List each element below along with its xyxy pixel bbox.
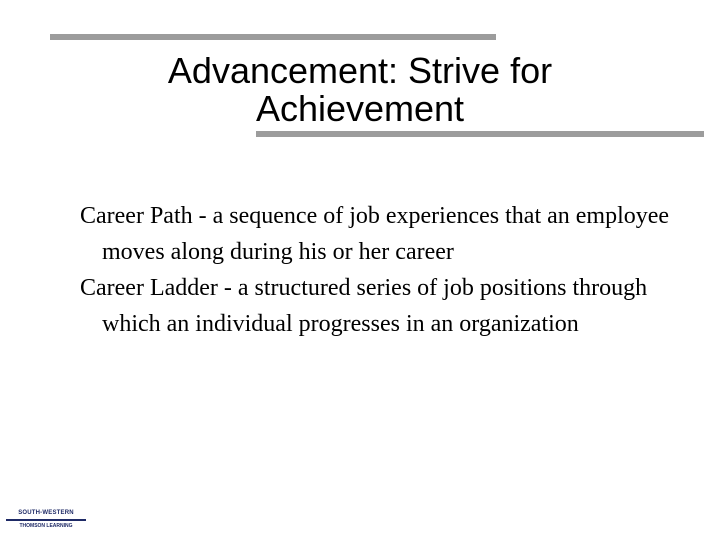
definition-career-ladder [80, 270, 680, 342]
definition-career-path [80, 198, 680, 270]
definition-term: Career Path [80, 203, 193, 229]
logo-bottom-text: THOMSON LEARNING [19, 523, 73, 529]
definition-text: - a structured series of job positions through which an individual progresses in an organization [102, 275, 648, 337]
title-rule-top [50, 34, 496, 40]
slide-title-line2: Achievement [255, 88, 465, 129]
definition-term: Career Ladder [80, 275, 218, 301]
logo-top-text: SOUTH-WESTERN [18, 510, 74, 516]
logo-divider [6, 519, 86, 521]
slide-title [0, 52, 720, 128]
title-rule-bottom [256, 131, 704, 137]
slide-body [80, 198, 680, 342]
slide-title-line1: Advancement: Strive for [167, 50, 553, 91]
publisher-logo [4, 509, 88, 535]
definition-text: - a sequence of job experiences that an employee moves along during his or her career [102, 203, 670, 265]
